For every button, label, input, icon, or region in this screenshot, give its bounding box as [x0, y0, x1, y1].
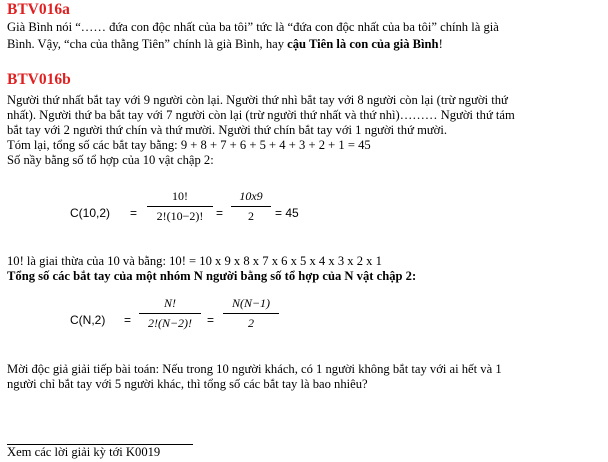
formula2-equals-1: =: [124, 313, 132, 327]
formula2-denominator-2: 2: [248, 316, 254, 330]
handshake-line-2: nhất). Người thứ ba bắt tay với 7 người còn lại (trừ người thứ nhất và thứ nhì)……… Người thứ tám: [7, 108, 515, 122]
handshake-line-1: Người thứ nhất bắt tay với 9 người còn lại. Người thứ nhì bắt tay với 8 người còn lại (trừ người thứ: [7, 93, 508, 107]
formula2-equals-2: =: [207, 313, 215, 327]
next-solutions-link[interactable]: Xem các lời giải kỳ tới K0019: [7, 445, 161, 459]
formula2-denominator-1: 2!(N−2)!: [147, 316, 193, 330]
fraction-bar: [231, 206, 271, 207]
combination-intro: Số nầy bằng số tổ hợp của 10 vật chập 2:: [7, 153, 214, 167]
formula2-numerator-2: N(N−1): [231, 296, 271, 310]
formula1-numerator-2: 10x9: [239, 189, 263, 203]
answer-a-text: Bình. Vậy, “cha của thằng Tiên” chính là già Bình, hay: [7, 37, 288, 51]
exercise-line-2: người chỉ bắt tay với 5 người khác, thì tổng số các bắt tay là bao nhiêu?: [7, 377, 368, 391]
general-statement: Tổng số các bắt tay của một nhóm N người bằng số tổ hợp của N vật chập 2:: [7, 269, 417, 283]
formula2-fraction-2: [223, 296, 279, 331]
answer-a-line-1: Già Bình nói “…… đứa con độc nhất của ba tôi” tức là “đứa con độc nhất của ba tôi” chính là già: [7, 20, 499, 34]
formula1-fraction-1: [147, 189, 213, 224]
answer-a-conclusion: cậu Tiên là con của già Bình: [287, 37, 439, 51]
formula1-denominator-1: 2!(10−2)!: [156, 209, 204, 223]
answer-a-line-2: [7, 37, 443, 52]
formula1-lhs: C(10,2): [70, 206, 111, 220]
fraction-bar: [223, 313, 279, 314]
heading-btv016b: BTV016b: [7, 71, 71, 88]
handshake-sum-line: Tóm lại, tổng số các bắt tay bằng: 9 + 8 + 7 + 6 + 5 + 4 + 3 + 2 + 1 = 45: [7, 138, 371, 152]
heading-btv016a: BTV016a: [7, 1, 70, 18]
formula1-denominator-2: 2: [248, 209, 254, 223]
factorial-line: 10! là giai thừa của 10 và bằng: 10! = 10 x 9 x 8 x 7 x 6 x 5 x 4 x 3 x 2 x 1: [7, 254, 382, 268]
formula2-fraction-1: [139, 296, 201, 331]
formula2-lhs: C(N,2): [70, 313, 106, 327]
handshake-line-3: bắt tay với 2 người thứ chín và thứ mười. Người thứ chín bắt tay với 1 người thứ mười.: [7, 123, 447, 137]
fraction-bar: [139, 313, 201, 314]
exercise-line-1: Mời độc giả giải tiếp bài toán: Nếu trong 10 người khách, có 1 người không bắt tay với ai hết và 1: [7, 362, 502, 376]
answer-a-end: !: [438, 37, 443, 51]
formula1-equals-2: =: [216, 206, 224, 220]
formula1-result: = 45: [275, 206, 299, 220]
fraction-bar: [147, 206, 213, 207]
formula2-numerator-1: N!: [164, 296, 176, 310]
formula1-equals-1: =: [130, 206, 138, 220]
formula1-numerator-1: 10!: [172, 189, 188, 203]
formula1-fraction-2: [231, 189, 271, 224]
